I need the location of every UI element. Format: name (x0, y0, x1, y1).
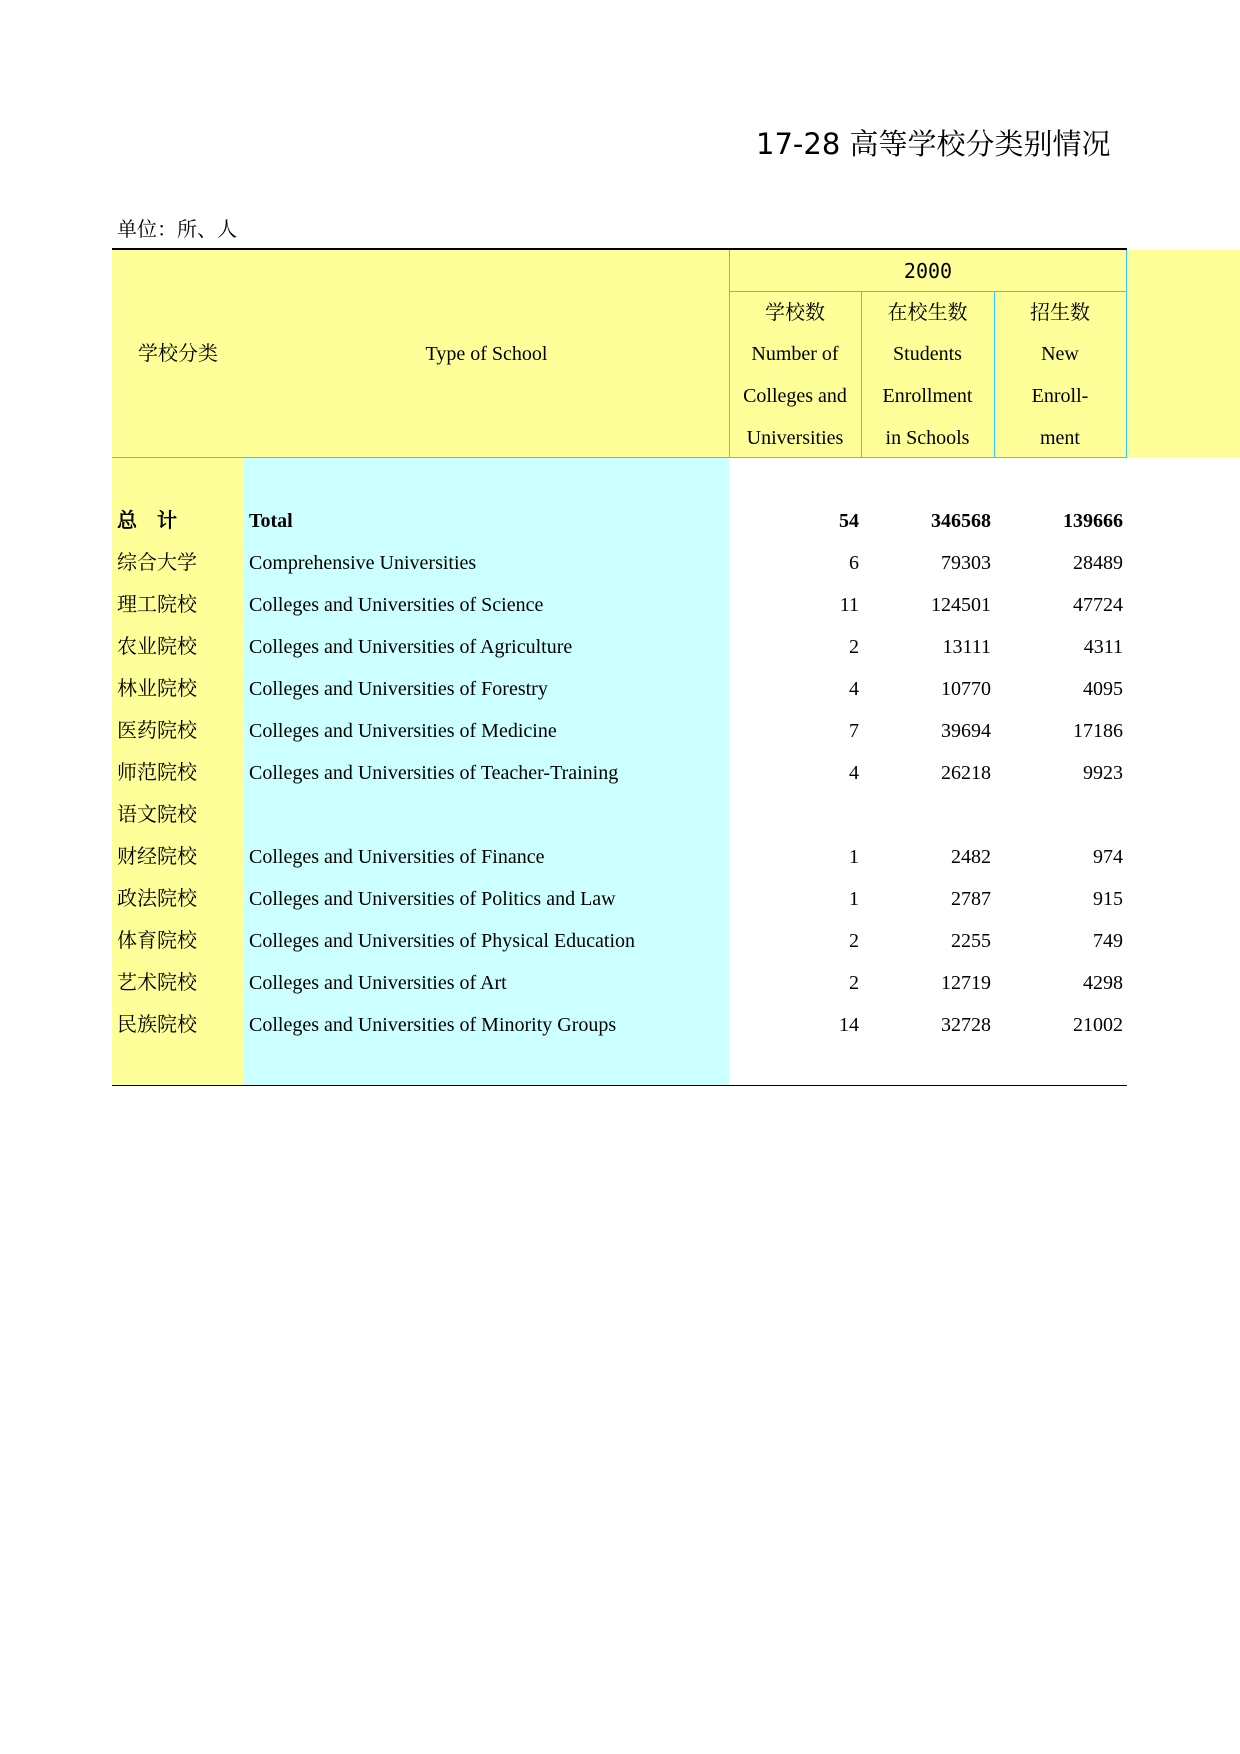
table-row (0, 626, 1240, 668)
row-students: 124501 (931, 594, 991, 616)
table-bottom-rule (112, 1085, 1127, 1086)
row-en: Total (249, 510, 293, 532)
row-cn: 财经院校 (117, 846, 197, 868)
row-students: 12719 (941, 972, 991, 994)
table-row (0, 542, 1240, 584)
row-en: Comprehensive Universities (249, 552, 477, 574)
row-cn: 师范院校 (117, 762, 197, 784)
row-students: 2787 (951, 888, 991, 910)
table-row (0, 878, 1240, 920)
row-students: 10770 (941, 678, 991, 700)
row-schools: 2 (849, 636, 859, 658)
row-en: Colleges and Universities of Teacher-Training (249, 762, 619, 784)
table-row (0, 962, 1240, 1004)
row-new: 749 (1093, 930, 1123, 952)
row-cn: 语文院校 (117, 804, 197, 826)
header-col-schools-en3: Universities (746, 427, 844, 449)
row-new: 974 (1093, 846, 1123, 868)
header-col-new-en3: ment (1040, 427, 1080, 449)
row-en: Colleges and Universities of Politics and Law (249, 888, 616, 910)
row-schools: 54 (839, 510, 859, 532)
row-new: 4095 (1083, 678, 1123, 700)
row-en: Colleges and Universities of Physical Education (249, 930, 636, 952)
row-schools: 4 (849, 678, 859, 700)
row-schools: 11 (839, 594, 859, 616)
row-students: 79303 (941, 552, 991, 574)
row-en: Colleges and Universities of Agriculture (249, 636, 573, 658)
row-new: 9923 (1083, 762, 1123, 784)
table-row (0, 710, 1240, 752)
row-en: Colleges and Universities of Art (249, 972, 507, 994)
row-schools: 14 (839, 1014, 859, 1036)
header-type-en: Type of School (425, 343, 548, 365)
row-en: Colleges and Universities of Finance (249, 846, 545, 868)
row-cn: 政法院校 (117, 888, 197, 910)
row-new: 21002 (1073, 1014, 1123, 1036)
row-students: 26218 (941, 762, 991, 784)
row-en: Colleges and Universities of Forestry (249, 678, 548, 700)
row-en: Colleges and Universities of Minority Groups (249, 1014, 617, 1036)
header-col-students-en2: Enrollment (882, 385, 973, 407)
row-cn: 理工院校 (117, 594, 197, 616)
row-students: 39694 (941, 720, 991, 742)
row-cn: 医药院校 (117, 720, 197, 742)
row-students: 2255 (951, 930, 991, 952)
table-row (0, 794, 1240, 836)
row-en: Colleges and Universities of Medicine (249, 720, 557, 742)
row-schools: 4 (849, 762, 859, 784)
unit-label: 单位：所、人 (117, 219, 237, 241)
row-cn: 艺术院校 (117, 972, 197, 994)
table-row (0, 920, 1240, 962)
header-col-students-en3: in Schools (885, 427, 970, 449)
row-students: 32728 (941, 1014, 991, 1036)
row-en: Colleges and Universities of Science (249, 594, 544, 616)
row-schools: 7 (849, 720, 859, 742)
table-row (0, 836, 1240, 878)
row-new: 139666 (1063, 510, 1123, 532)
row-new: 28489 (1073, 552, 1123, 574)
row-cn: 总 计 (117, 510, 177, 532)
table-row (0, 668, 1240, 710)
row-students: 13111 (942, 636, 991, 658)
row-students: 2482 (951, 846, 991, 868)
header-type-cn: 学校分类 (138, 343, 218, 365)
header-col-students-en1: Students (893, 343, 962, 365)
header-col-new-en2: Enroll- (1031, 385, 1089, 407)
row-schools: 2 (849, 930, 859, 952)
header-col-new-cn: 招生数 (1030, 302, 1090, 324)
header-col-students-cn: 在校生数 (887, 302, 968, 324)
table-row (0, 752, 1240, 794)
row-schools: 1 (849, 846, 859, 868)
header-year: 2000 (903, 259, 953, 283)
row-new: 17186 (1073, 720, 1123, 742)
row-cn: 民族院校 (117, 1014, 197, 1036)
table-row-total (0, 500, 1240, 542)
row-new: 915 (1093, 888, 1123, 910)
page-title: 17-28 高等学校分类别情况 (756, 127, 1111, 161)
row-students: 346568 (931, 510, 991, 532)
row-new: 4298 (1083, 972, 1123, 994)
table-row (0, 1004, 1240, 1046)
header-col-schools-en2: Colleges and (743, 385, 847, 407)
row-schools: 6 (849, 552, 859, 574)
header-col-schools-en1: Number of (751, 343, 839, 365)
row-cn: 体育院校 (117, 930, 197, 952)
row-new: 4311 (1083, 636, 1123, 658)
row-schools: 2 (849, 972, 859, 994)
row-cn: 综合大学 (117, 552, 197, 574)
row-new: 47724 (1073, 594, 1123, 616)
row-cn: 农业院校 (117, 636, 197, 658)
row-schools: 1 (849, 888, 859, 910)
header-col-new-en1: New (1041, 343, 1079, 365)
header-col-schools-cn: 学校数 (765, 302, 825, 324)
row-cn: 林业院校 (117, 678, 197, 700)
table-row (0, 584, 1240, 626)
